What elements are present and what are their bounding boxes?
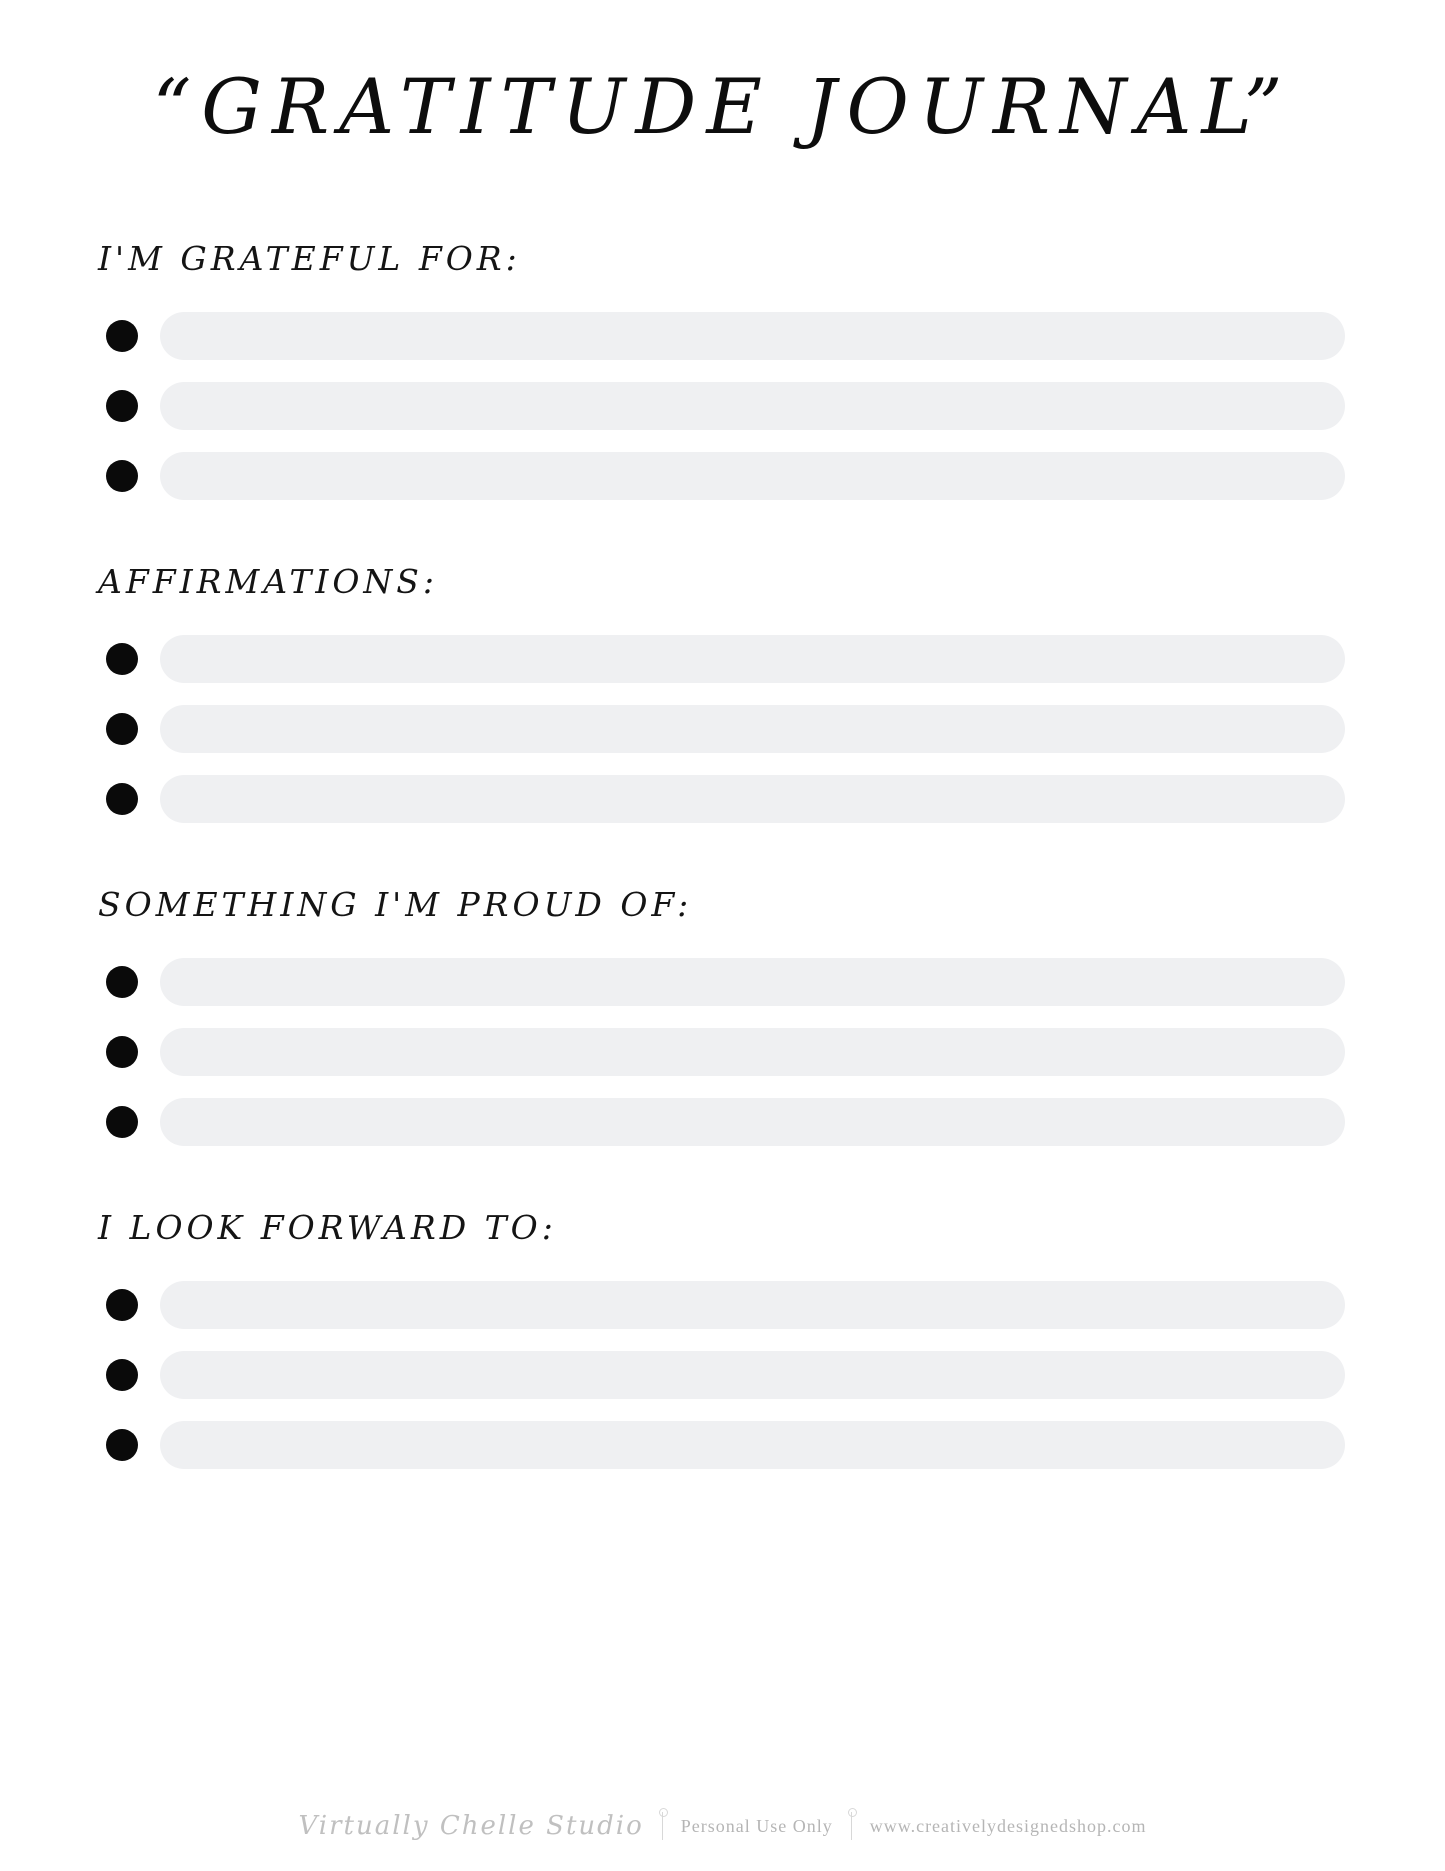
list-item [98, 1351, 1345, 1399]
footer-usage-note: Personal Use Only [680, 1815, 833, 1836]
entry-input[interactable] [160, 1351, 1345, 1399]
list-item [98, 1028, 1345, 1076]
footer-divider-icon [851, 1812, 852, 1840]
list-item [98, 705, 1345, 753]
list-item [98, 312, 1345, 360]
bullet-dot-icon [106, 320, 138, 352]
section-proud-of [98, 885, 1345, 1146]
list-item [98, 1281, 1345, 1329]
section-heading: AFFIRMATIONS: [98, 562, 439, 601]
bullet-dot-icon [106, 1036, 138, 1068]
list-item [98, 1421, 1345, 1469]
page-footer [0, 1811, 1445, 1841]
entry-input[interactable] [160, 1098, 1345, 1146]
bullet-dot-icon [106, 1289, 138, 1321]
bullet-dot-icon [106, 643, 138, 675]
entry-input[interactable] [160, 1028, 1345, 1076]
bullet-dot-icon [106, 1106, 138, 1138]
entry-input[interactable] [160, 775, 1345, 823]
entry-input[interactable] [160, 705, 1345, 753]
section-grateful-for [98, 239, 1345, 500]
section-look-forward-to [98, 1208, 1345, 1469]
section-affirmations [98, 562, 1345, 823]
list-item [98, 452, 1345, 500]
entry-input[interactable] [160, 1281, 1345, 1329]
entry-input[interactable] [160, 312, 1345, 360]
list-item [98, 635, 1345, 683]
list-item [98, 382, 1345, 430]
entry-input[interactable] [160, 1421, 1345, 1469]
list-item [98, 1098, 1345, 1146]
bullet-dot-icon [106, 390, 138, 422]
journal-body [0, 239, 1445, 1469]
footer-website: www.creativelydesignedshop.com [869, 1815, 1147, 1836]
footer-divider-icon [662, 1812, 663, 1840]
bullet-dot-icon [106, 1429, 138, 1461]
bullet-dot-icon [106, 1359, 138, 1391]
bullet-dot-icon [106, 713, 138, 745]
entry-input[interactable] [160, 452, 1345, 500]
entry-input[interactable] [160, 635, 1345, 683]
bullet-dot-icon [106, 460, 138, 492]
page-title: “GRATITUDE JOURNAL” [152, 62, 1293, 151]
entry-input[interactable] [160, 958, 1345, 1006]
list-item [98, 775, 1345, 823]
section-heading: SOMETHING I'M PROUD OF: [98, 885, 693, 924]
entry-input[interactable] [160, 382, 1345, 430]
section-heading: I'M GRATEFUL FOR: [98, 239, 521, 278]
bullet-dot-icon [106, 966, 138, 998]
bullet-dot-icon [106, 783, 138, 815]
footer-brand: Virtually Chelle Studio [298, 1811, 644, 1841]
section-heading: I LOOK FORWARD TO: [98, 1208, 557, 1247]
list-item [98, 958, 1345, 1006]
